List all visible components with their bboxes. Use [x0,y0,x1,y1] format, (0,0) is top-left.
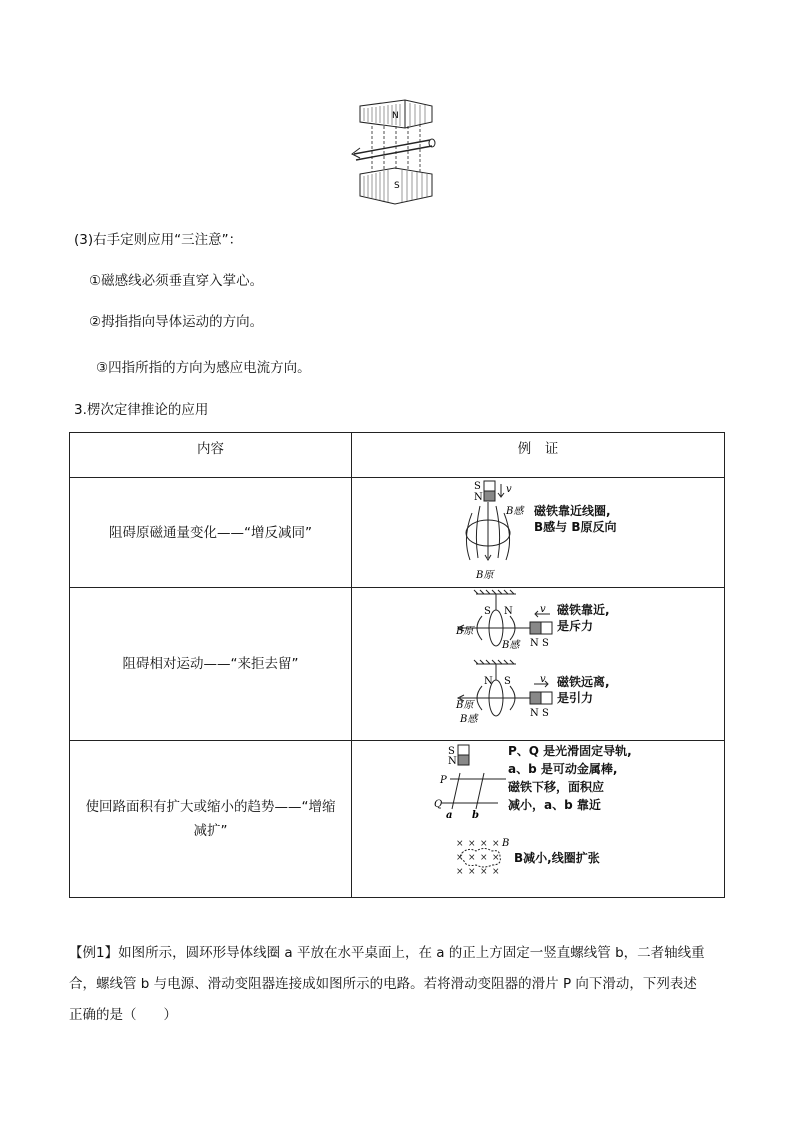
row3-caption-1: P、Q 是光滑固定导轨, [508,744,632,758]
row1-caption-1: 磁铁靠近线圈, [534,504,611,518]
note-2: ②拇指指向导体运动的方向。 [89,314,264,330]
note-3: ③四指所指的方向为感应电流方向。 [96,360,311,376]
row3-rail-p: P [440,775,447,786]
row2a-b-induced: B感 [502,640,520,651]
cross-mark: × [480,853,488,863]
row3-caption-2: a、b 是可动金属棒, [508,762,618,776]
row1-b-original: B原 [476,570,494,581]
repel-figure [452,590,562,660]
cross-mark: × [492,853,500,863]
row2b-ring-n: N [484,676,493,687]
row3-caption-3: 磁铁下移，面积应 [508,780,605,794]
row2b-caption-2: 是引力 [557,691,594,705]
row2b-magnet-n: N [530,708,539,719]
row3-content [70,741,352,898]
row3-rod-a: a [446,810,453,821]
row3-field-caption: B减小,线圈扩张 [514,851,600,865]
row1-content: 阻碍原磁通量变化——“增反减同” [70,478,352,588]
table-row [70,478,725,588]
row2-content: 阻碍相对运动——“来拒去留” [70,588,352,741]
cross-mark: × [468,839,476,849]
magnet-approach-coil-figure [452,478,532,586]
attract-figure [452,660,562,730]
cross-mark: × [456,867,464,877]
top-figure-pole-s: S [394,181,400,191]
row3-content-line1: 使回路面积有扩大或缩小的趋势——“增缩 [85,799,336,815]
note-1: ①磁感线必须垂直穿入掌心。 [89,273,264,289]
row2b-magnet-s: S [542,708,549,719]
row2a-caption-2: 是斥力 [557,619,594,633]
row1-pole-s: S [474,481,481,492]
header-content: 内容 [70,433,352,478]
row3-pole-n: N [448,756,457,767]
cross-mark: × [468,867,476,877]
rail-figure [436,743,512,819]
cross-mark: × [480,867,488,877]
cross-mark: × [480,839,488,849]
row2a-velocity: v [540,604,546,615]
header-example: 例 证 [352,433,725,478]
row2b-b-induced: B感 [460,714,478,725]
row2a-magnet-s: S [542,638,549,649]
section3-title: (3)右手定则应用“三注意”： [74,232,243,248]
lenz-law-table [69,432,725,898]
row2a-caption-1: 磁铁靠近, [557,603,610,617]
row2a-ring-n: N [504,606,513,617]
row3-field-b: B [502,838,510,849]
row3-content-line2: 减扩” [193,823,228,839]
row3-caption-4: 减小，a、b 靠近 [508,798,601,812]
row2-example [352,588,725,741]
example1-line3: 正确的是（ ） [69,1007,177,1023]
table-row [70,588,725,741]
table-row [70,741,725,898]
row1-velocity: v [506,484,512,495]
row1-example [352,478,725,588]
row3-pole-s: S [448,746,455,757]
top-magnet-figure [350,96,440,208]
table-header-row [70,433,725,478]
section-heading: 3.楞次定律推论的应用 [74,402,209,418]
row1-pole-n: N [474,492,483,503]
row2b-b-original: B原 [456,700,474,711]
field-coil-figure [452,837,516,883]
example1-line1: 【例1】如图所示，圆环形导体线圈 a 平放在水平桌面上，在 a 的正上方固定一竖直螺线管 b，二者轴线重 [69,945,705,961]
row1-caption-2: B感与 B原反向 [534,520,617,534]
example1-line2: 合，螺线管 b 与电源、滑动变阻器连接成如图所示的电路。若将滑动变阻器的滑片 P 向下滑动，下列表述 [69,976,697,992]
cross-mark: × [456,853,464,863]
row2b-ring-s: S [504,676,511,687]
row3-example [352,741,725,898]
top-figure-pole-n: N [392,111,399,121]
row2b-velocity: v [540,674,546,685]
cross-mark: × [456,839,464,849]
cross-mark: × [492,867,500,877]
row3-rod-b: b [472,810,479,821]
cross-mark: × [492,839,500,849]
row3-rail-q: Q [434,799,443,810]
row2b-caption-1: 磁铁远离, [557,675,610,689]
row2a-ring-s: S [484,606,491,617]
row1-b-induced: B感 [506,506,524,517]
cross-mark: × [468,853,476,863]
row2a-magnet-n: N [530,638,539,649]
row2a-b-original: B原 [456,626,474,637]
